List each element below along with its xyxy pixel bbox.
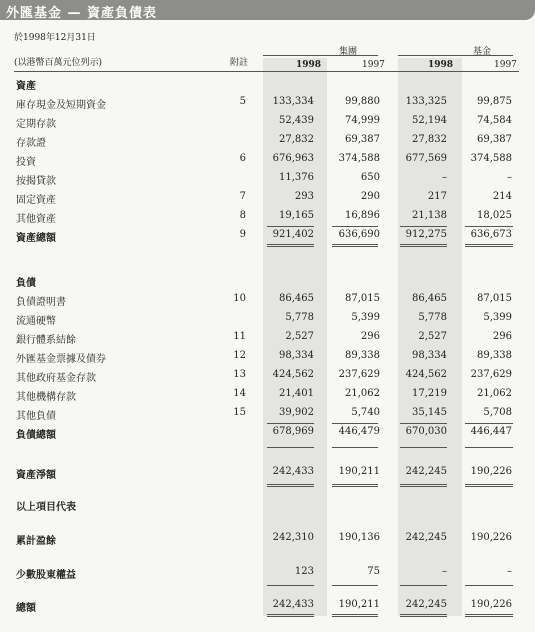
total-rule <box>267 484 314 487</box>
total-rule <box>400 423 447 424</box>
row-value: 5,740 <box>351 407 380 418</box>
total-rule <box>465 614 513 617</box>
row-value: 16,896 <box>345 210 380 221</box>
row-value: 237,629 <box>470 369 512 380</box>
total-rule <box>465 244 513 247</box>
row-label: 其他政府基金存款 <box>16 373 96 384</box>
row-value: 5,778 <box>418 312 447 323</box>
row-value: 374,588 <box>470 153 512 164</box>
row-value: 89,338 <box>345 350 380 361</box>
row-label: 負債總額 <box>16 430 56 441</box>
total-rule <box>400 585 447 586</box>
row-note: 6 <box>239 153 246 164</box>
row-value: 446,447 <box>470 426 512 437</box>
table-row <box>0 388 535 402</box>
row-label: 流通硬幣 <box>16 316 56 327</box>
table-row <box>0 350 535 364</box>
row-value: 5,399 <box>483 312 512 323</box>
row-note: 11 <box>233 331 246 342</box>
row-value: 2,527 <box>418 331 447 342</box>
row-value: 237,629 <box>338 369 380 380</box>
row-value: 52,194 <box>412 115 447 126</box>
page-title: 外匯基金 — 資產負債表 <box>6 6 158 21</box>
row-note: 14 <box>233 388 246 399</box>
row-label: 總額 <box>16 603 36 614</box>
row-value: 11,376 <box>279 172 314 183</box>
row-value: 98,334 <box>279 350 314 361</box>
row-value: 98,334 <box>412 350 447 361</box>
title-bar <box>0 0 535 20</box>
row-value: – <box>442 566 447 577</box>
year-col-4: 1997 <box>494 60 517 70</box>
row-value: 921,402 <box>272 229 314 240</box>
row-value: 17,219 <box>412 388 447 399</box>
row-value: 86,465 <box>279 293 314 304</box>
total-rule <box>267 447 314 448</box>
row-value: 21,062 <box>345 388 380 399</box>
row-value: 214 <box>492 191 512 202</box>
total-rule <box>332 585 378 586</box>
row-value: 242,245 <box>405 466 447 477</box>
row-value: – <box>442 172 447 183</box>
group-header: 集團 <box>338 47 357 57</box>
row-value: 676,963 <box>272 153 314 164</box>
row-label: 資產淨額 <box>16 470 56 481</box>
row-value: 190,136 <box>338 532 380 543</box>
table-row <box>0 172 535 186</box>
row-value: 190,211 <box>338 466 380 477</box>
total-rule <box>465 226 513 227</box>
row-value: 912,275 <box>405 229 447 240</box>
row-note: 7 <box>239 191 246 202</box>
row-value: 296 <box>360 331 380 342</box>
total-rule <box>267 423 314 424</box>
total-rule <box>400 447 447 448</box>
table-row <box>0 312 535 326</box>
row-value: 242,433 <box>272 599 314 610</box>
total-rule <box>267 244 314 247</box>
total-rule <box>332 447 378 448</box>
table-row <box>0 466 535 480</box>
row-value: 74,584 <box>477 115 512 126</box>
row-value: 87,015 <box>345 293 380 304</box>
row-value: – <box>507 172 512 183</box>
row-value: 374,588 <box>338 153 380 164</box>
row-note: 10 <box>233 293 246 304</box>
total-rule <box>400 614 447 617</box>
row-value: 21,401 <box>279 388 314 399</box>
row-value: 27,832 <box>279 134 314 145</box>
row-value: – <box>507 566 512 577</box>
row-label: 庫存現金及短期資金 <box>16 100 106 111</box>
row-value: 86,465 <box>412 293 447 304</box>
row-label: 銀行體系結餘 <box>16 335 76 346</box>
row-value: 190,211 <box>338 599 380 610</box>
row-label: 按揭貸款 <box>16 176 56 187</box>
row-value: 5,708 <box>483 407 512 418</box>
row-value: 5,399 <box>351 312 380 323</box>
row-value: 446,479 <box>338 426 380 437</box>
table-row <box>0 369 535 383</box>
row-label: 少數股東權益 <box>16 570 76 581</box>
table-row <box>0 532 535 546</box>
row-note: 13 <box>233 369 246 380</box>
table-row <box>0 191 535 205</box>
table-row <box>0 566 535 580</box>
row-label: 累計盈餘 <box>16 536 56 547</box>
table-row <box>0 115 535 129</box>
table-row <box>0 331 535 345</box>
total-rule <box>267 585 314 586</box>
row-value: 424,562 <box>405 369 447 380</box>
row-value: 190,226 <box>470 532 512 543</box>
total-rule <box>400 484 447 487</box>
row-label: 資產總額 <box>16 233 56 244</box>
total-rule <box>267 226 314 227</box>
fund-rule <box>398 55 513 56</box>
row-value: 52,439 <box>279 115 314 126</box>
total-rule <box>465 423 513 424</box>
table-row <box>0 153 535 167</box>
row-value: 242,310 <box>272 532 314 543</box>
total-rule <box>332 423 378 424</box>
row-note: 8 <box>239 210 246 221</box>
row-value: 677,569 <box>405 153 447 164</box>
represented-by-heading: 以上項目代表 <box>16 502 76 513</box>
total-rule <box>332 614 378 617</box>
row-value: 99,880 <box>345 96 380 107</box>
row-note: 12 <box>233 350 246 361</box>
row-label: 負債證明書 <box>16 297 66 308</box>
table-row <box>0 134 535 148</box>
table-row <box>0 96 535 110</box>
row-value: 650 <box>360 172 380 183</box>
row-value: 290 <box>360 191 380 202</box>
row-value: 242,245 <box>405 599 447 610</box>
table-row <box>0 426 535 440</box>
table-row <box>0 229 535 243</box>
row-value: 133,334 <box>272 96 314 107</box>
row-value: 21,062 <box>477 388 512 399</box>
row-label: 固定資產 <box>16 195 56 206</box>
year-col-2: 1997 <box>362 60 385 70</box>
table-row <box>0 293 535 307</box>
row-note: 5 <box>239 96 246 107</box>
note-header: 附註 <box>230 58 249 68</box>
row-value: 89,338 <box>477 350 512 361</box>
row-value: 19,165 <box>279 210 314 221</box>
total-rule <box>465 447 513 448</box>
table-row <box>0 599 535 613</box>
row-value: 678,969 <box>272 426 314 437</box>
table-row <box>0 210 535 224</box>
total-rule <box>400 244 447 247</box>
row-value: 5,778 <box>285 312 314 323</box>
row-value: 35,145 <box>412 407 447 418</box>
year-col-3: 1998 <box>428 60 454 70</box>
row-value: 636,673 <box>470 229 512 240</box>
row-value: 27,832 <box>412 134 447 145</box>
row-value: 190,226 <box>470 599 512 610</box>
row-value: 99,875 <box>477 96 512 107</box>
row-value: 190,226 <box>470 466 512 477</box>
row-value: 217 <box>427 191 447 202</box>
header-rule <box>14 71 519 72</box>
total-rule <box>332 226 378 227</box>
row-value: 21,138 <box>412 210 447 221</box>
row-label: 定期存款 <box>16 119 56 130</box>
row-value: 670,030 <box>405 426 447 437</box>
row-note: 9 <box>239 229 246 240</box>
table-row <box>0 407 535 421</box>
row-value: 69,387 <box>345 134 380 145</box>
row-value: 87,015 <box>477 293 512 304</box>
row-value: 18,025 <box>477 210 512 221</box>
row-value: 75 <box>367 566 380 577</box>
row-value: 74,999 <box>345 115 380 126</box>
fund-header: 基金 <box>472 47 491 57</box>
total-rule <box>465 585 513 586</box>
row-value: 123 <box>294 566 314 577</box>
row-value: 242,433 <box>272 466 314 477</box>
row-value: 242,245 <box>405 532 447 543</box>
statement-date: 於1998年12月31日 <box>14 33 96 43</box>
total-rule <box>332 244 378 247</box>
assets-section-title: 資產 <box>16 81 36 92</box>
row-label: 存款證 <box>16 138 46 149</box>
row-value: 424,562 <box>272 369 314 380</box>
year-col-1: 1998 <box>296 60 322 70</box>
total-rule <box>465 484 513 487</box>
row-value: 293 <box>294 191 314 202</box>
row-value: 69,387 <box>477 134 512 145</box>
total-rule <box>332 484 378 487</box>
row-label: 投資 <box>16 157 36 168</box>
row-label: 其他機構存款 <box>16 392 76 403</box>
row-label: 其他負債 <box>16 411 56 422</box>
row-value: 39,902 <box>279 407 314 418</box>
row-label: 其他資產 <box>16 214 56 225</box>
row-note: 15 <box>233 407 246 418</box>
unit-note: (以港幣百萬元位列示) <box>14 58 103 68</box>
total-rule <box>400 226 447 227</box>
row-value: 2,527 <box>285 331 314 342</box>
group-rule <box>263 55 378 56</box>
row-label: 外匯基金票據及債券 <box>16 354 106 365</box>
row-value: 296 <box>492 331 512 342</box>
total-rule <box>267 614 314 617</box>
row-value: 133,325 <box>405 96 447 107</box>
row-value: 636,690 <box>338 229 380 240</box>
liabilities-section-title: 負債 <box>16 278 36 289</box>
